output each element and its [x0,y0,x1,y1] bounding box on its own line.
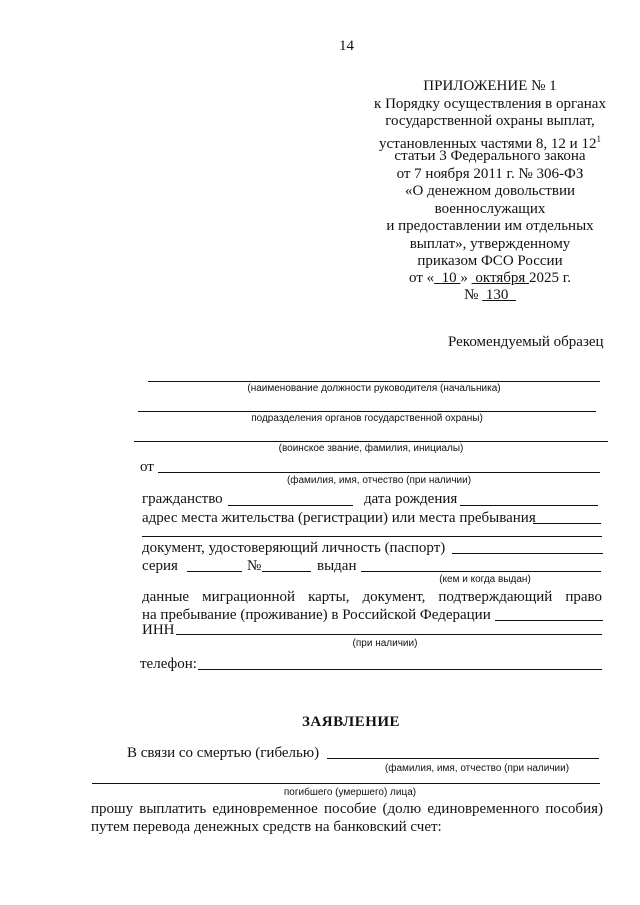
head-position-line[interactable] [148,381,600,382]
date-year: 2025 г. [529,270,571,286]
deceased-person-caption: погибшего (умершего) лица) [283,787,417,798]
citizenship-label: гражданство [142,491,223,507]
header-line-5: от 7 ноября 2011 г. № 306-ФЗ [396,166,584,182]
request-line-1: прошу выплатить единовременное пособие (долю единовременного пособия) [91,801,603,817]
address-label: адрес места жительства (регистрации) или места пребывания [142,510,536,526]
issued-line[interactable] [361,571,601,572]
recommended-sample-label: Рекомендуемый образец [448,334,604,350]
issued-label: выдан [317,558,357,574]
date-sep: » [460,270,468,286]
order-number [355,287,625,305]
death-phrase: В связи со смертью (гибелью) [127,745,320,761]
header-line-9: выплат», утвержденному [409,236,571,252]
header-line-4: статьи 3 Федерального закона [394,148,586,164]
request-line-2: путем перевода денежных средств на банковский счет: [91,819,442,835]
from-label: от [140,459,154,475]
header-line-6: «О денежном довольствии [405,183,575,199]
from-name-caption: (фамилия, имя, отчество (при наличии) [286,475,472,486]
deceased-line-2[interactable] [92,783,600,784]
page-number: 14 [339,38,354,54]
statement-title: ЗАЯВЛЕНИЕ [302,714,401,730]
header-superscript: 1 [596,134,601,144]
appendix-title: ПРИЛОЖЕНИЕ № 1 [423,78,557,94]
phone-line[interactable] [198,669,602,670]
subdivision-line[interactable] [138,411,596,412]
birth-date-label: дата рождения [364,491,458,507]
series-label: серия [142,558,178,574]
from-name-line[interactable] [158,472,600,473]
inn-caption: (при наличии) [352,638,418,649]
date-prefix: от « [409,270,435,286]
inn-label: ИНН [142,622,175,638]
date-month: октября [475,270,526,286]
deceased-name-caption: (фамилия, имя, отчество (при наличии) [384,763,570,774]
rank-caption: (воинское звание, фамилия, инициалы) [278,443,464,454]
number-value: 130 [485,287,509,303]
series-line[interactable] [187,571,242,572]
address-line-1[interactable] [533,523,601,524]
number-sign: № [247,558,262,574]
rank-line[interactable] [134,441,608,442]
date-day: 10 [441,270,457,286]
header-line-7: военнослужащих [434,201,546,217]
subdivision-caption: подразделения органов государственной охраны) [251,413,483,424]
header-line-1: к Порядку осуществления в органах [374,96,606,112]
order-date [355,270,625,288]
id-document-label: документ, удостоверяющий личность (паспорт) [142,540,446,556]
phone-label: телефон: [140,656,197,672]
citizenship-line[interactable] [228,505,353,506]
header-line-10: приказом ФСО России [417,253,563,269]
header-line-3-text: установленных частями 8, 12 и 12 [379,136,597,152]
migration-line-1: данные миграционной карты, документ, подтверждающий право [142,589,602,605]
header-line-2: государственной охраны выплат, [385,113,595,129]
head-position-caption: (наименование должности руководителя (начальника) [247,383,501,394]
inn-line[interactable] [176,634,602,635]
number-prefix: № [464,287,479,303]
id-document-line[interactable] [452,553,603,554]
issued-by-caption: (кем и когда выдан) [439,574,531,585]
deceased-name-line[interactable] [327,758,599,759]
migration-line-2: на пребывание (проживание) в Российской Федерации [142,607,491,623]
birth-date-line[interactable] [460,505,598,506]
migration-line[interactable] [495,620,603,621]
header-line-8: и предоставлении им отдельных [386,218,594,234]
address-line-2[interactable] [142,536,602,537]
passport-number-line[interactable] [262,571,311,572]
